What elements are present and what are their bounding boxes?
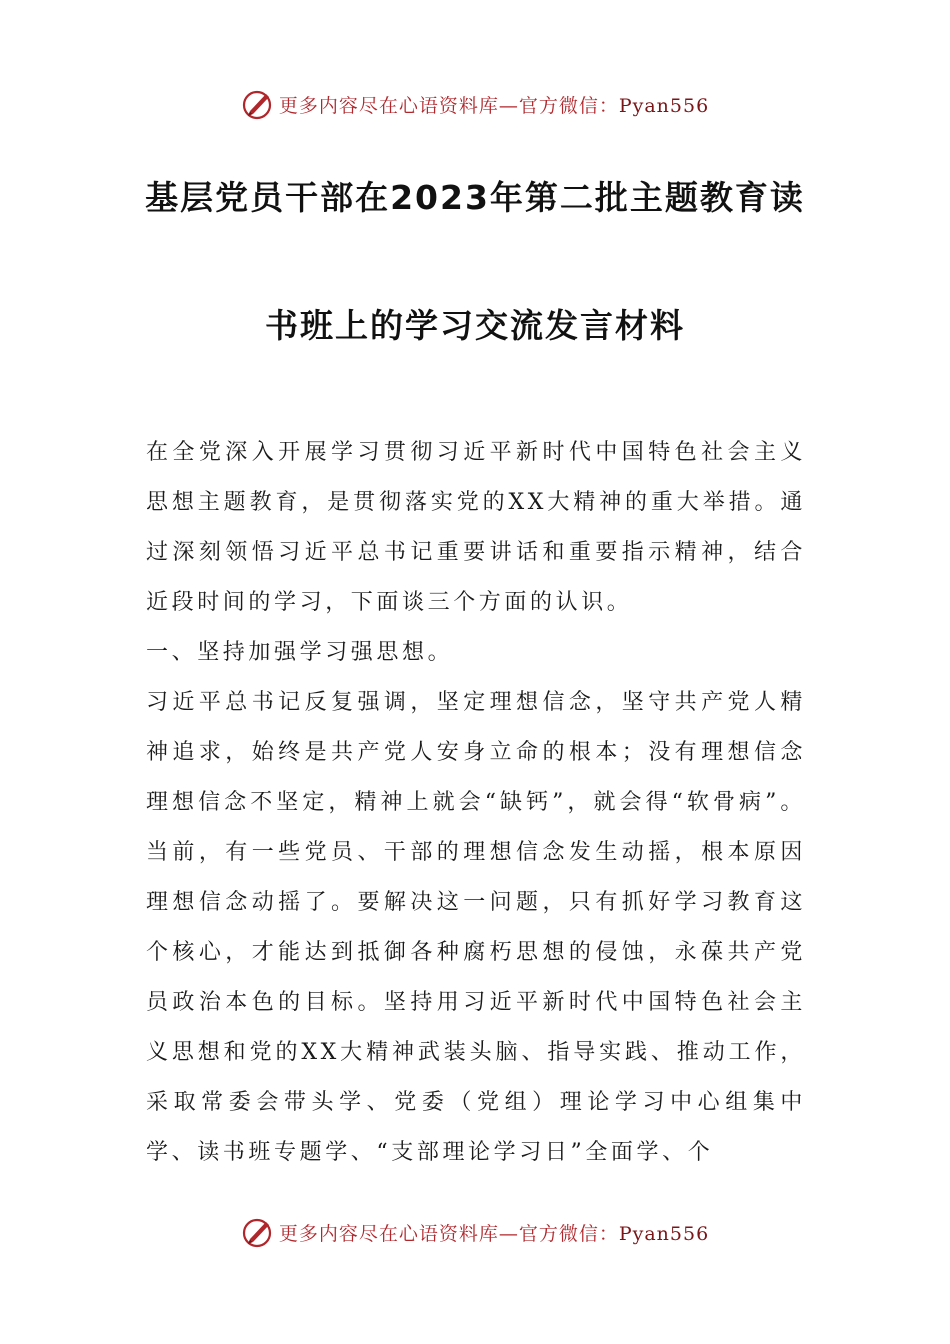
section-heading-1: 一、坚持加强学习强思想。 (146, 640, 454, 665)
pen-logo-icon (241, 1215, 275, 1249)
paragraph-section-1: 习近平总书记反复强调，坚定理想信念，坚守共产党人精神追求，始终是共产党人安身立命的根本；没有理想信念理想信念不坚定，精神上就会“缺钙”，就会得“软骨病”。当前，有一些党员、干部的理想信念发生动摇，根本原因理想信念动摇了。要解决这一问题，只有抓好学习教育这个核心，才能达到抵御各种腐朽思想的侵蚀，永葆共产党员政治本色的目标。坚持用习近平新时代中国特色社会主义思想和党的XX大精神武装头脑、指导实践、推动工作，采取常委会带头学、党委（党组）理论学习中心组集中学、读书班专题学、“支部理论学习日”全面学、个 (146, 690, 806, 1165)
document-title-line-1: 基层党员干部在2023年第二批主题教育读 (145, 178, 805, 217)
pen-logo-icon (241, 87, 275, 121)
watermark-text: 更多内容尽在心语资料库—官方微信：Pyan556 (278, 94, 710, 117)
watermark-text: 更多内容尽在心语资料库—官方微信：Pyan556 (278, 1222, 710, 1245)
paragraph-intro: 在全党深入开展学习贯彻习近平新时代中国特色社会主义思想主题教育，是贯彻落实党的XX大精神的重大举措。通过深刻领悟习近平总书记重要讲话和重要指示精神，结合近段时间的学习，下面谈三个方面的认识。 (146, 440, 806, 615)
watermark-banner-bottom (0, 1212, 950, 1252)
document-title-line-2: 书班上的学习交流发言材料 (265, 306, 685, 345)
wechat-id: Pyan556 (618, 94, 710, 117)
wechat-id: Pyan556 (618, 1222, 710, 1245)
document-body (146, 428, 806, 1178)
watermark-banner-top (0, 84, 950, 124)
